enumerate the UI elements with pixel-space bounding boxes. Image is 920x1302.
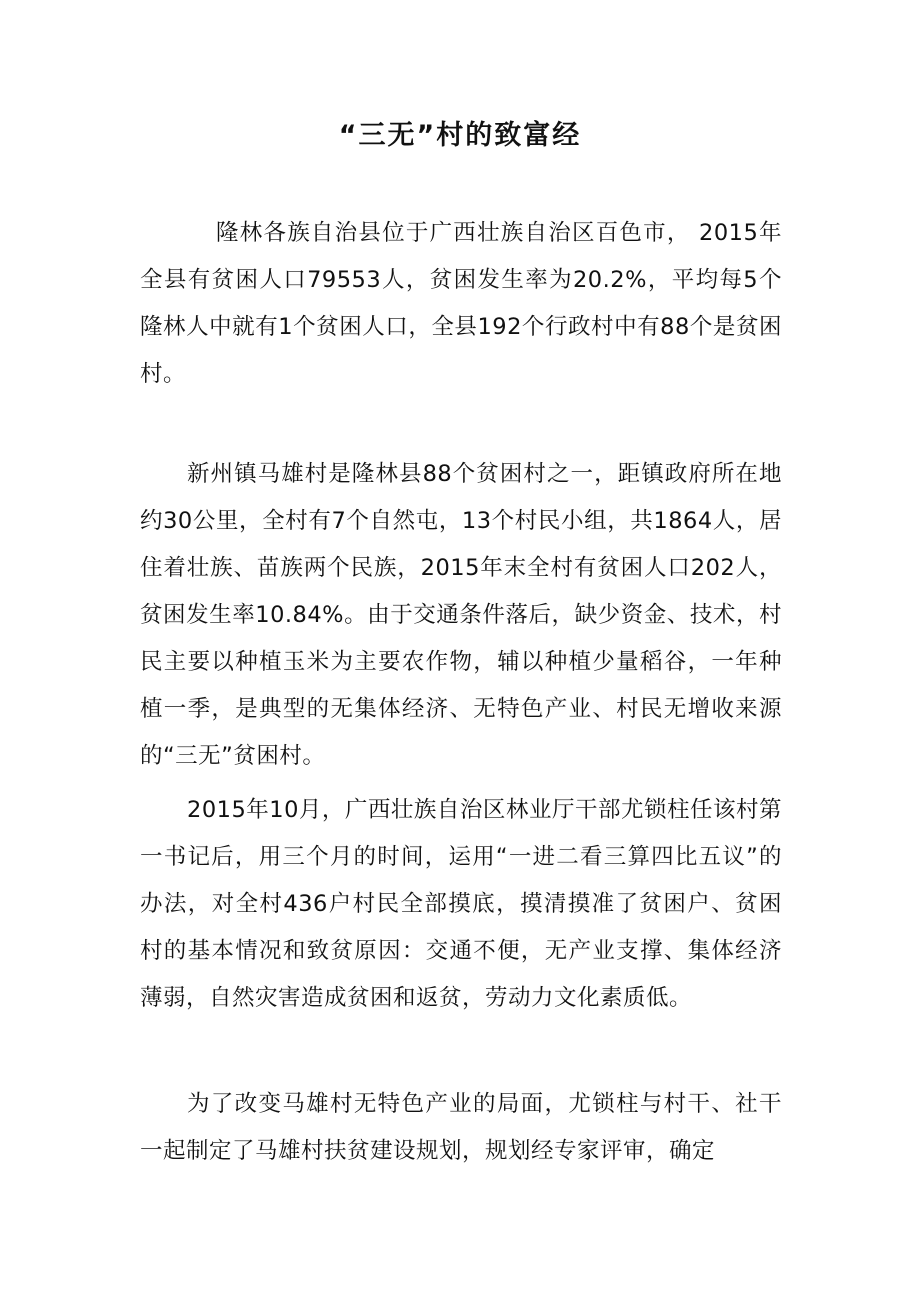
paragraph-1: 隆林各族自治县位于广西壮族自治区百色市， 2015年全县有贫困人口79553人，贫困发生率为20.2%，平均每5个隆林人中就有1个贫困人口，全县192个行政村中有88个是贫困村。 [140,220,782,387]
paragraph-3: 2015年10月，广西壮族自治区林业厅干部尤锁柱任该村第一书记后，用三个月的时间，运用“一进二看三算四比五议”的办法，对全村436户村民全部摸底，摸清摸准了贫困户、贫困村的基本情况和致贫原因：交通不便，无产业支撑、集体经济薄弱，自然灾害造成贫困和返贫，劳动力文化素质低。 [140,797,782,1011]
document-title: “三无”村的致富经 [338,120,582,151]
paragraph-2: 新州镇马雄村是隆林县88个贫困村之一，距镇政府所在地约30公里，全村有7个自然屯，13个村民小组，共1864人，居住着壮族、苗族两个民族，2015年末全村有贫困人口202人，贫困发生率10.84%。由于交通条件落后，缺少资金、技术，村民主要以种植玉米为主要农作物，辅以种植少量稻谷，一年种植一季，是典型的无集体经济、无特色产业、村民无增收来源的“三无”贫困村。 [140,461,782,769]
paragraph-4: 为了改变马雄村无特色产业的局面，尤锁柱与村干、社干一起制定了马雄村扶贫建设规划，规划经专家评审，确定 [140,1091,782,1164]
